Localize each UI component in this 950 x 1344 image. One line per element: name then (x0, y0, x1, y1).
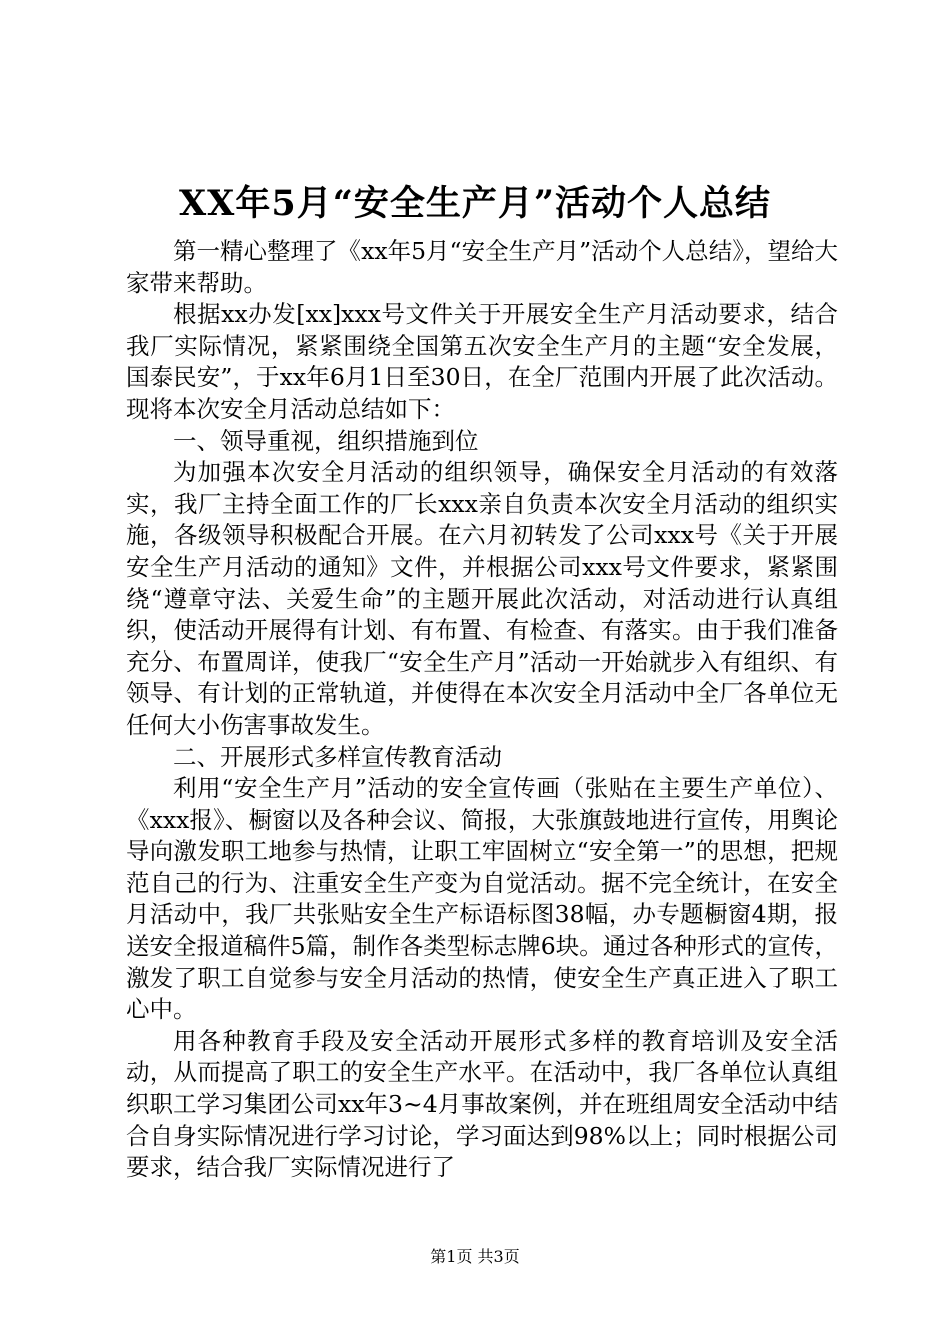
section-2-paragraph-2: 用各种教育手段及安全活动开展形式多样的教育培训及安全活动，从而提高了职工的安全生产水平。在活动中，我厂各单位认真组织职工学习集团公司xx年3~4月事故案例，并在班组周安全活动中结合自身实际情况进行学习讨论，学习面达到98%以上；同时根据公司要求，结合我厂实际情况进行了 (126, 1026, 838, 1182)
section-heading-2: 二、开展形式多样宣传教育活动 (173, 742, 502, 771)
section-2-paragraph-1: 利用“安全生产月”活动的安全宣传画（张贴在主要生产单位）、《xxx报》、橱窗以及各种会议、简报，大张旗鼓地进行宣传，用舆论导向激发职工地参与热情，让职工牢固树立“安全第一”的思想，把规范自己的行为、注重安全生产变为自觉活动。据不完全统计，在安全月活动中，我厂共张贴安全生产标语标图38幅，办专题橱窗4期，报送安全报道稿件5篇，制作各类型标志牌6块。通过各种形式的宣传，激发了职工自觉参与安全月活动的热情，使安全生产真正进入了职工心中。 (126, 774, 838, 1024)
section-heading-1: 一、领导重视，组织措施到位 (173, 426, 479, 455)
background-paragraph: 根据xx办发[xx]xxx号文件关于开展安全生产月活动要求，结合我厂实际情况，紧紧围绕全国第五次安全生产月的主题“安全发展，国泰民安”，于xx年6月1日至30日，在全厂范围内开展了此次活动。现将本次安全月活动总结如下： (126, 300, 838, 423)
section-1-paragraph: 为加强本次安全月活动的组织领导，确保安全月活动的有效落实，我厂主持全面工作的厂长xxx亲自负责本次安全月活动的组织实施，各级领导积极配合开展。在六月初转发了公司xxx号《关于开展安全生产月活动的通知》文件，并根据公司xxx号文件要求，紧紧围绕“遵章守法、关爱生命”的主题开展此次活动，对活动进行认真组织，使活动开展得有计划、有布置、有检查、有落实。由于我们准备充分、布置周详，使我厂“安全生产月”活动一开始就步入有组织、有领导、有计划的正常轨道，并使得在本次安全月活动中全厂各单位无任何大小伤害事故发生。 (126, 458, 838, 739)
document-title: XX年5月“安全生产月”活动个人总结 (179, 183, 771, 224)
intro-paragraph: 第一精心整理了《xx年5月“安全生产月”活动个人总结》，望给大家带来帮助。 (126, 237, 838, 297)
document-body (126, 236, 838, 1184)
page-footer: 第1页 共3页 (430, 1247, 520, 1266)
